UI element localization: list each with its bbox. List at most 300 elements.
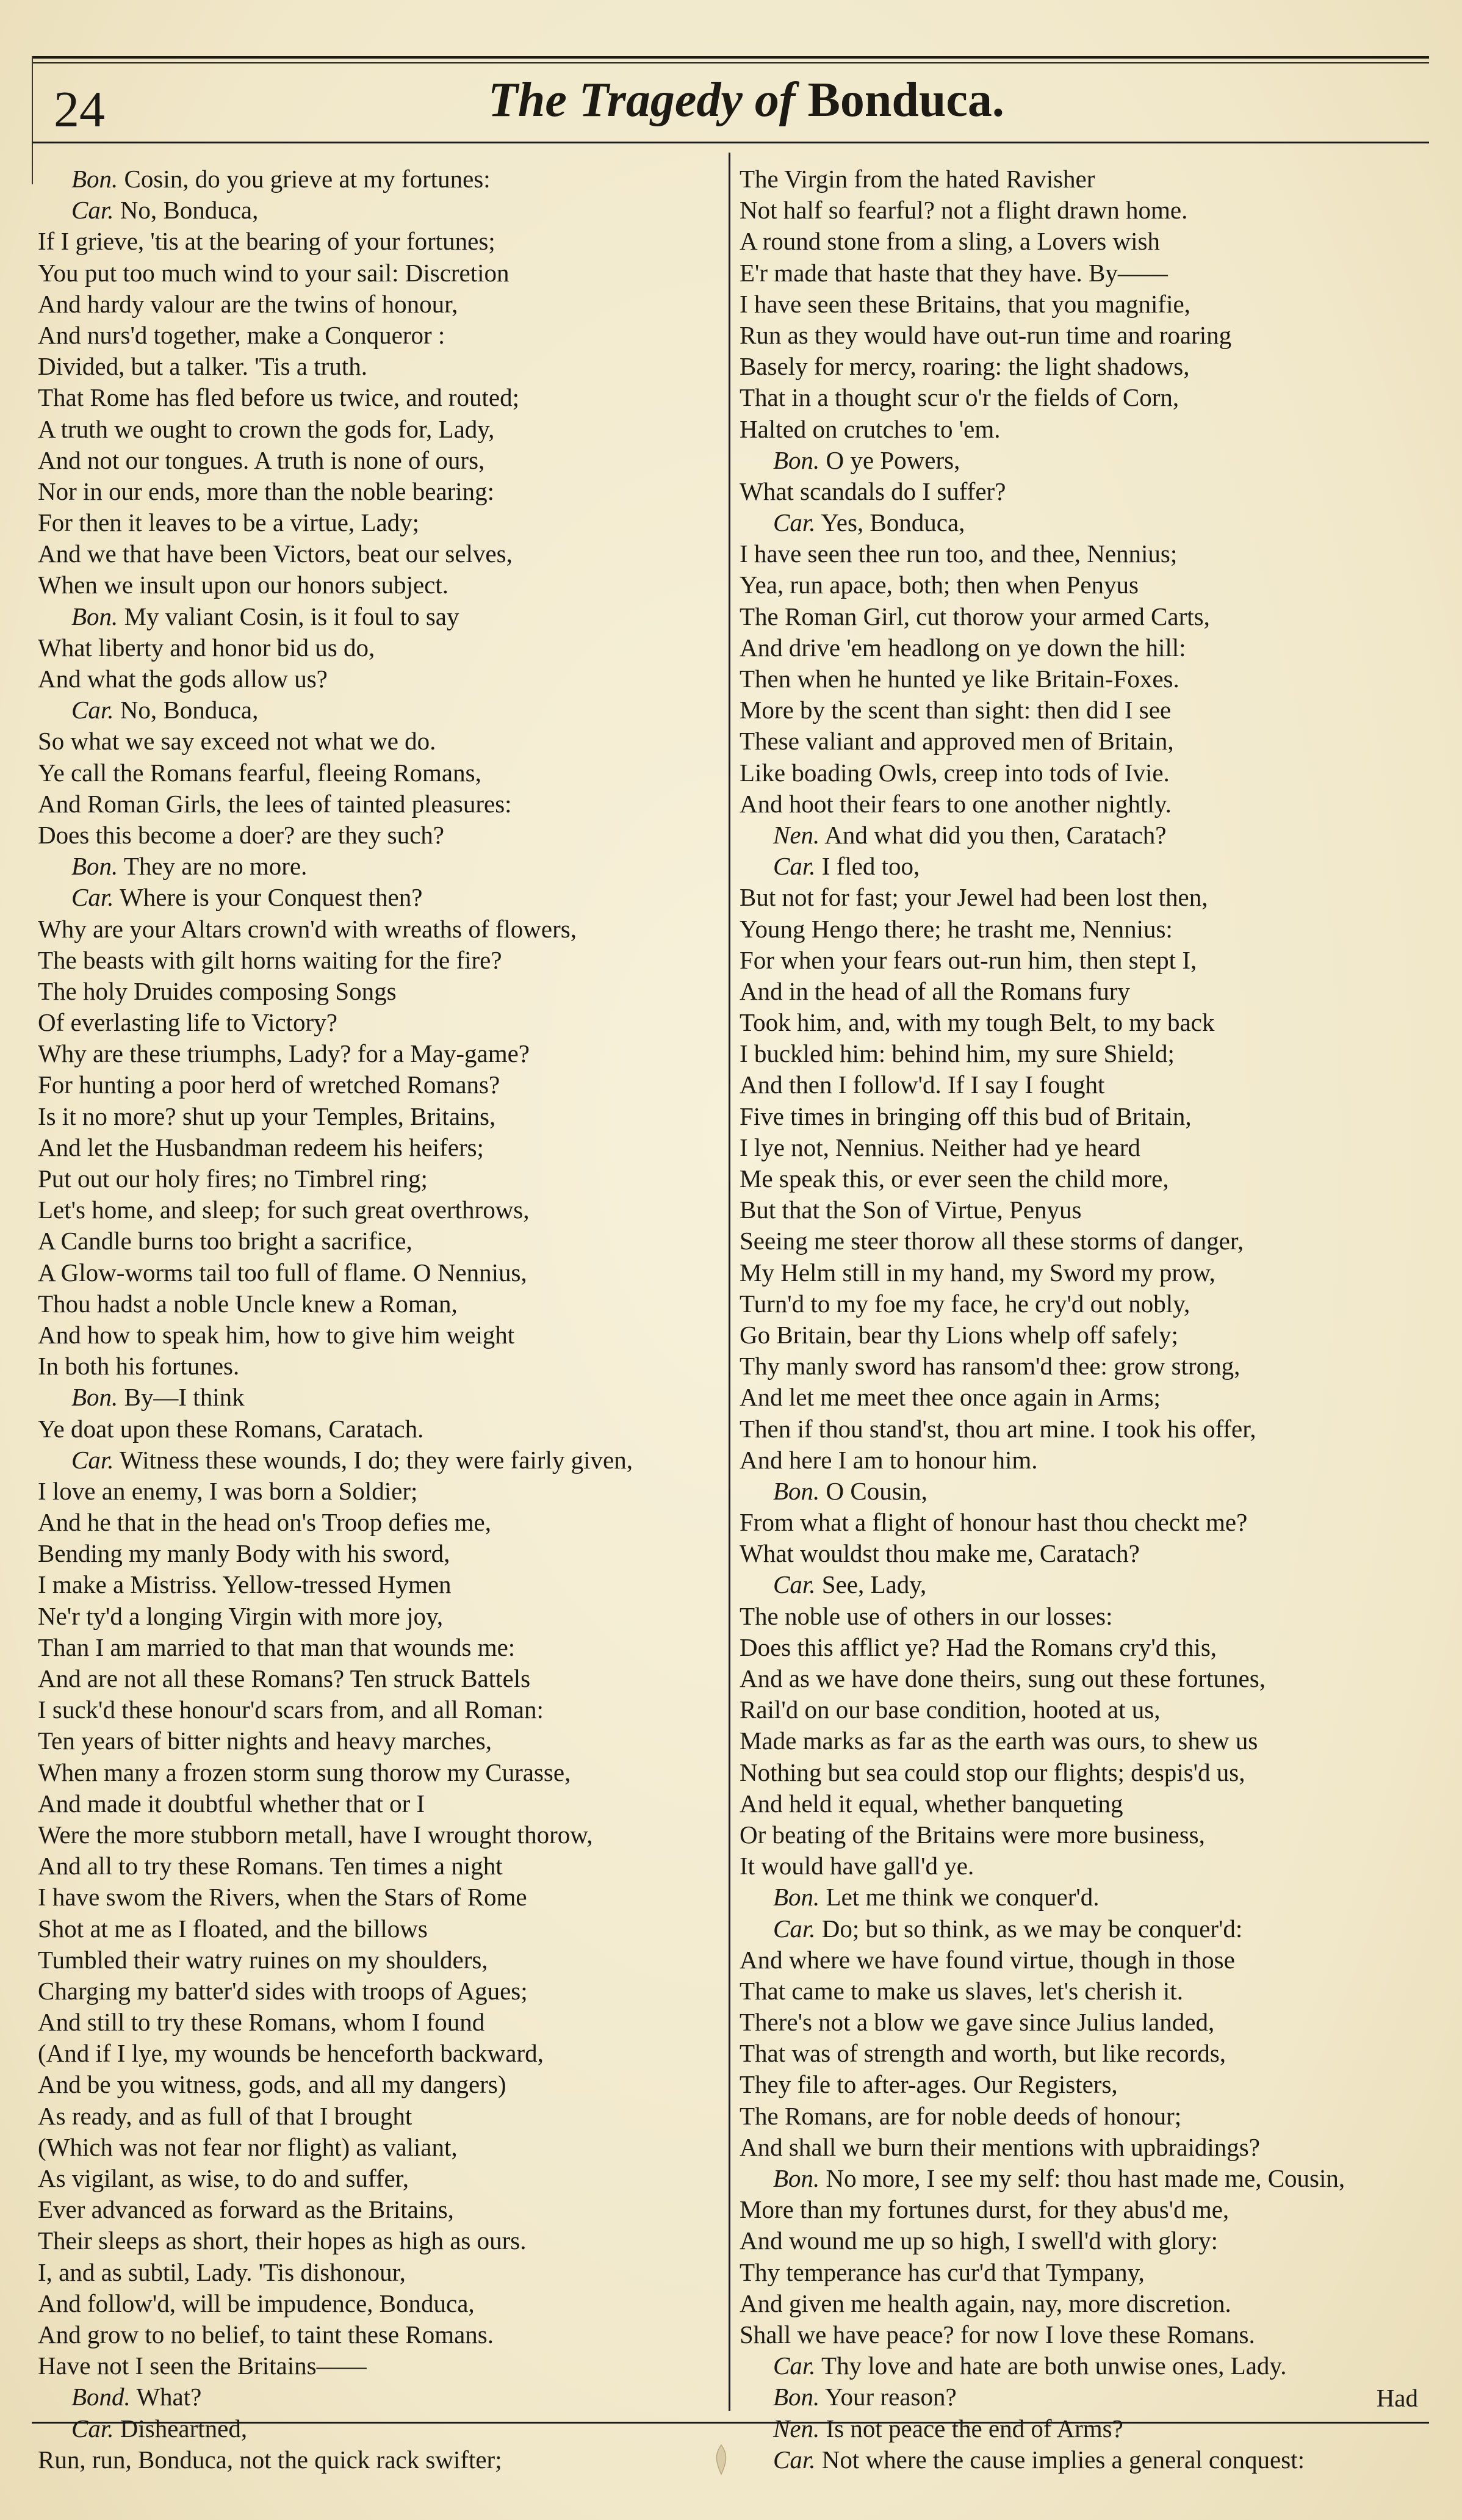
verse-line xyxy=(38,507,715,538)
line-text: And in the head of all the Romans fury xyxy=(740,977,1130,1005)
line-text: I love an enemy, I was born a Soldier; xyxy=(38,1476,418,1505)
line-text: That Rome has fled before us twice, and routed; xyxy=(38,383,519,412)
verse-line xyxy=(740,1819,1417,1850)
line-text: Their sleeps as short, their hopes as high as ours. xyxy=(38,2226,527,2255)
verse-line xyxy=(740,914,1417,945)
line-text: A truth we ought to crown the gods for, Lady, xyxy=(38,414,495,443)
running-head xyxy=(488,73,1342,127)
line-text: Me speak this, or ever seen the child more, xyxy=(740,1164,1169,1193)
line-text: The beasts with gilt horns waiting for the fire? xyxy=(38,945,502,974)
line-text: Turn'd to my foe my face, he cry'd out nobly, xyxy=(740,1289,1190,1318)
verse-line xyxy=(740,1476,1417,1507)
line-text: Is it no more? shut up your Temples, Britains, xyxy=(38,1102,496,1130)
verse-line xyxy=(38,538,715,569)
verse-line xyxy=(38,226,715,257)
line-text: Then when he hunted ye like Britain-Foxes. xyxy=(740,665,1179,693)
line-text: No more, I see my self: thou hast made me, Cousin, xyxy=(826,2164,1345,2192)
line-text: That came to make us slaves, let's cherish it. xyxy=(740,1976,1183,2005)
line-text: And he that in the head on's Troop defies me, xyxy=(38,1508,492,1537)
line-text: Thou hadst a noble Uncle knew a Roman, xyxy=(38,1289,458,1318)
speaker-prefix: Nen. xyxy=(773,2414,820,2442)
line-text: And not our tongues. A truth is none of ours, xyxy=(38,446,485,474)
verse-line xyxy=(740,695,1417,726)
line-text: Ever advanced as forward as the Britains, xyxy=(38,2195,454,2224)
line-text: I, and as subtil, Lady. 'Tis dishonour, xyxy=(38,2258,406,2286)
verse-line xyxy=(38,569,715,601)
line-text: I have seen these Britains, that you magnifie, xyxy=(740,289,1190,318)
verse-line xyxy=(740,1569,1417,1600)
line-text: Young Hengo there; he trasht me, Nennius: xyxy=(740,914,1173,943)
line-text: Is not peace the end of Arms? xyxy=(826,2414,1123,2442)
verse-line xyxy=(38,851,715,882)
verse-line xyxy=(740,789,1417,820)
verse-line xyxy=(740,1632,1417,1663)
verse-line xyxy=(740,2101,1417,2132)
verse-line xyxy=(740,1007,1417,1038)
verse-line xyxy=(740,882,1417,913)
verse-line xyxy=(740,2225,1417,2256)
verse-line xyxy=(740,1163,1417,1194)
line-text: More than my fortunes durst, for they abus'd me, xyxy=(740,2195,1230,2224)
line-text: You put too much wind to your sail: Discretion xyxy=(38,258,510,287)
verse-line xyxy=(740,569,1417,601)
verse-line xyxy=(38,1882,715,1913)
speaker-prefix: Car. xyxy=(773,2352,816,2380)
verse-line xyxy=(38,1694,715,1725)
line-text: And Roman Girls, the lees of tainted pleasures: xyxy=(38,789,512,818)
line-text: A Glow-worms tail too full of flame. O Nennius, xyxy=(38,1258,527,1287)
verse-line xyxy=(740,1351,1417,1382)
verse-line xyxy=(38,1476,715,1507)
verse-line xyxy=(38,914,715,945)
verse-line xyxy=(740,1038,1417,1069)
verse-line xyxy=(740,2350,1417,2381)
verse-line xyxy=(740,351,1417,382)
verse-line xyxy=(740,1788,1417,1819)
verse-line xyxy=(740,1507,1417,1538)
line-text: These valiant and approved men of Britain, xyxy=(740,727,1174,756)
line-text: No, Bonduca, xyxy=(120,696,259,724)
line-text: And let me meet thee once again in Arms; xyxy=(740,1383,1161,1412)
verse-line xyxy=(740,1226,1417,1257)
verse-line xyxy=(740,2413,1417,2444)
line-text: It would have gall'd ye. xyxy=(740,1852,974,1880)
verse-line xyxy=(740,2038,1417,2069)
verse-line xyxy=(38,945,715,976)
verse-line xyxy=(38,1226,715,1257)
line-text: They file to after-ages. Our Registers, xyxy=(740,2070,1118,2099)
line-text: Tumbled their watry ruines on my shoulders, xyxy=(38,1945,488,1974)
top-border-rule xyxy=(32,56,1429,59)
line-text: E'r made that haste that they have. By—— xyxy=(740,258,1168,287)
line-text: Shot at me as I floated, and the billows xyxy=(38,1914,428,1943)
line-text: Ne'r ty'd a longing Virgin with more joy, xyxy=(38,1601,444,1630)
line-text: If I grieve, 'tis at the bearing of your fortunes; xyxy=(38,227,495,256)
verse-line xyxy=(740,2288,1417,2319)
verse-line xyxy=(38,2350,715,2381)
line-text: Then if thou stand'st, thou art mine. I took his offer, xyxy=(740,1414,1256,1443)
verse-line xyxy=(740,1976,1417,2007)
line-text: And all to try these Romans. Ten times a night xyxy=(38,1852,503,1880)
line-text: My Helm still in my hand, my Sword my prow, xyxy=(740,1258,1215,1287)
verse-line xyxy=(38,1819,715,1850)
line-text: But not for fast; your Jewel had been lost then, xyxy=(740,883,1208,912)
speaker-prefix: Car. xyxy=(71,1445,114,1474)
verse-line xyxy=(38,1038,715,1069)
line-text: And hardy valour are the twins of honour, xyxy=(38,289,458,318)
speaker-prefix: Bon. xyxy=(773,2164,820,2192)
line-text: The Roman Girl, cut thorow your armed Carts, xyxy=(740,602,1210,630)
line-text: And are not all these Romans? Ten struck Battels xyxy=(38,1664,531,1692)
line-text: Were the more stubborn metall, have I wrought thorow, xyxy=(38,1820,593,1849)
line-text: Your reason? xyxy=(825,2383,957,2411)
verse-line xyxy=(740,195,1417,226)
line-text: Does this afflict ye? Had the Romans cry'd this, xyxy=(740,1633,1217,1661)
line-text: When many a frozen storm sung thorow my Curasse, xyxy=(38,1758,571,1786)
verse-line xyxy=(740,1194,1417,1226)
line-text: And shall we burn their mentions with upbraidings? xyxy=(740,2132,1260,2161)
verse-line xyxy=(38,789,715,820)
verse-line xyxy=(740,2069,1417,2100)
line-text: Thy love and hate are both unwise ones, Lady. xyxy=(821,2352,1287,2380)
line-text: Like boading Owls, creep into tods of Ivie. xyxy=(740,758,1170,787)
verse-line xyxy=(38,1320,715,1351)
line-text: Run as they would have out-run time and roaring xyxy=(740,320,1232,349)
line-text: And then I follow'd. If I say I fought xyxy=(740,1070,1105,1099)
line-text: Basely for mercy, roaring: the light shadows, xyxy=(740,352,1190,381)
verse-line xyxy=(38,1569,715,1600)
line-text: I have swom the Rivers, when the Stars of Rome xyxy=(38,1883,527,1912)
verse-line xyxy=(740,2444,1417,2475)
verse-line xyxy=(38,601,715,632)
verse-line xyxy=(38,2163,715,2194)
line-text: Of everlasting life to Victory? xyxy=(38,1008,337,1037)
line-text: And be you witness, gods, and all my dangers) xyxy=(38,2070,506,2099)
line-text: Cosin, do you grieve at my fortunes: xyxy=(124,165,491,193)
speaker-prefix: Car. xyxy=(773,852,816,881)
line-text: What wouldst thou make me, Caratach? xyxy=(740,1539,1140,1568)
line-text: Yes, Bonduca, xyxy=(821,508,965,537)
line-text: I suck'd these honour'd scars from, and all Roman: xyxy=(38,1695,544,1724)
bottom-border-rule xyxy=(32,2422,1429,2424)
line-text: And let the Husbandman redeem his heifers; xyxy=(38,1133,484,1161)
line-text: And what did you then, Caratach? xyxy=(824,820,1167,849)
verse-line xyxy=(740,414,1417,445)
line-text: Charging my batter'd sides with troops of Agues; xyxy=(38,1976,528,2005)
verse-line xyxy=(38,632,715,663)
verse-line xyxy=(38,164,715,195)
line-text: Five times in bringing off this bud of Britain, xyxy=(740,1102,1192,1130)
line-text: Let me think we conquer'd. xyxy=(826,1883,1100,1912)
line-text: Go Britain, bear thy Lions whelp off safely; xyxy=(740,1320,1178,1349)
verse-line xyxy=(38,1663,715,1694)
verse-line xyxy=(740,851,1417,882)
speaker-prefix: Car. xyxy=(71,883,114,912)
verse-line xyxy=(38,663,715,695)
line-text: Divided, but a talker. 'Tis a truth. xyxy=(38,352,367,381)
line-text: And follow'd, will be impudence, Bonduca, xyxy=(38,2289,475,2317)
verse-line xyxy=(38,2194,715,2225)
line-text: Yea, run apace, both; then when Penyus xyxy=(740,571,1139,599)
verse-line xyxy=(740,382,1417,413)
line-text: And where we have found virtue, though in those xyxy=(740,1945,1235,1974)
column-divider xyxy=(729,153,730,2411)
left-border-rule xyxy=(32,56,33,184)
speaker-prefix: Car. xyxy=(71,2414,114,2442)
verse-line xyxy=(38,757,715,789)
verse-line xyxy=(38,476,715,507)
verse-line xyxy=(740,1320,1417,1351)
verse-line xyxy=(740,289,1417,320)
verse-line xyxy=(38,2319,715,2350)
verse-line xyxy=(740,1694,1417,1725)
verse-line xyxy=(38,351,715,382)
line-text: And grow to no belief, to taint these Romans. xyxy=(38,2320,494,2349)
line-text: Halted on crutches to 'em. xyxy=(740,414,1001,443)
line-text: See, Lady, xyxy=(821,1570,927,1599)
line-text: Ye call the Romans fearful, fleeing Romans, xyxy=(38,758,481,787)
speaker-prefix: Bon. xyxy=(773,2383,820,2411)
verse-line xyxy=(740,1757,1417,1788)
line-text: I fled too, xyxy=(821,852,920,881)
line-text: Why are your Altars crown'd with wreaths of flowers, xyxy=(38,914,577,943)
verse-line xyxy=(740,445,1417,476)
line-text: Bending my manly Body with his sword, xyxy=(38,1539,450,1568)
line-text: O ye Powers, xyxy=(826,446,960,474)
verse-line xyxy=(38,1069,715,1100)
line-text: I lye not, Nennius. Neither had ye heard xyxy=(740,1133,1140,1161)
speaker-prefix: Bon. xyxy=(71,852,118,881)
line-text: For then it leaves to be a virtue, Lady; xyxy=(38,508,420,537)
line-text: Witness these wounds, I do; they were fairly given, xyxy=(120,1445,633,1474)
line-text: Seeing me steer thorow all these storms of danger, xyxy=(740,1227,1244,1255)
verse-line xyxy=(38,1913,715,1944)
line-text: Let's home, and sleep; for such great overthrows, xyxy=(38,1196,530,1224)
line-text: And hoot their fears to one another nightly. xyxy=(740,789,1172,818)
line-text: That in a thought scur o'r the fields of Corn, xyxy=(740,383,1179,412)
line-text: Do; but so think, as we may be conquer'd: xyxy=(821,1914,1243,1943)
verse-line xyxy=(38,2101,715,2132)
verse-line xyxy=(38,1413,715,1445)
verse-line xyxy=(38,1538,715,1569)
verse-line xyxy=(38,2257,715,2288)
line-text: But that the Son of Virtue, Penyus xyxy=(740,1196,1082,1224)
verse-line xyxy=(740,258,1417,289)
line-text: There's not a blow we gave since Julius landed, xyxy=(740,2008,1215,2037)
verse-line xyxy=(38,382,715,413)
line-text: A round stone from a sling, a Lovers wish xyxy=(740,227,1160,256)
verse-line xyxy=(38,2225,715,2256)
verse-line xyxy=(740,1663,1417,1694)
verse-line xyxy=(740,1601,1417,1632)
verse-line xyxy=(38,726,715,757)
verse-line xyxy=(740,1445,1417,1476)
verse-line xyxy=(740,226,1417,257)
verse-line xyxy=(740,945,1417,976)
line-text: And how to speak him, how to give him weight xyxy=(38,1320,515,1349)
verse-line xyxy=(38,820,715,851)
verse-line xyxy=(38,414,715,445)
verse-line xyxy=(740,1538,1417,1569)
line-text: In both his fortunes. xyxy=(38,1352,240,1381)
verse-line xyxy=(740,164,1417,195)
line-text: And what the gods allow us? xyxy=(38,665,328,693)
verse-line xyxy=(38,258,715,289)
verse-line xyxy=(740,2194,1417,2225)
line-text: Not half so fearful? not a flight drawn home. xyxy=(740,196,1188,225)
verse-line xyxy=(38,1850,715,1882)
verse-line xyxy=(38,1007,715,1038)
verse-line xyxy=(740,2007,1417,2038)
line-text: A Candle burns too bright a sacrifice, xyxy=(38,1227,412,1255)
verse-line xyxy=(38,1288,715,1320)
line-text: Run, run, Bonduca, not the quick rack swifter; xyxy=(38,2445,502,2474)
line-text: Disheartned, xyxy=(120,2414,248,2442)
line-text: I buckled him: behind him, my sure Shield; xyxy=(740,1039,1175,1068)
verse-line xyxy=(740,1069,1417,1100)
verse-line xyxy=(740,2381,1417,2413)
header-rule xyxy=(32,142,1429,143)
verse-line xyxy=(38,1507,715,1538)
verse-line xyxy=(38,1101,715,1132)
line-text: O Cousin, xyxy=(826,1476,927,1505)
speaker-prefix: Car. xyxy=(773,508,816,537)
verse-line xyxy=(740,757,1417,789)
line-text: And nurs'd together, make a Conqueror : xyxy=(38,320,445,349)
line-text: Rail'd on our base condition, hooted at us, xyxy=(740,1695,1161,1724)
line-text: Thy manly sword has ransom'd thee: grow strong, xyxy=(740,1352,1241,1381)
line-text: And still to try these Romans, whom I found xyxy=(38,2008,485,2037)
line-text: And we that have been Victors, beat our selves, xyxy=(38,540,513,568)
speaker-prefix: Bon. xyxy=(71,1383,118,1412)
line-text: (Which was not fear nor flight) as valiant, xyxy=(38,2132,458,2161)
line-text: The noble use of others in our losses: xyxy=(740,1601,1113,1630)
verse-line xyxy=(740,1850,1417,1882)
speaker-prefix: Bon. xyxy=(71,602,118,630)
verse-line xyxy=(740,1101,1417,1132)
line-text: For hunting a poor herd of wretched Romans? xyxy=(38,1070,500,1099)
verse-line xyxy=(38,976,715,1007)
verse-line xyxy=(38,1132,715,1163)
line-text: And drive 'em headlong on ye down the hill: xyxy=(740,633,1186,662)
line-text: And here I am to honour him. xyxy=(740,1445,1038,1474)
line-text: The holy Druides composing Songs xyxy=(38,977,397,1005)
verse-line xyxy=(740,320,1417,351)
verse-line xyxy=(740,1413,1417,1445)
line-text: And made it doubtful whether that or I xyxy=(38,1789,425,1818)
line-text: Not where the cause implies a general conquest: xyxy=(821,2445,1305,2474)
verse-line xyxy=(740,1913,1417,1944)
line-text: And wound me up so high, I swell'd with glory: xyxy=(740,2226,1219,2255)
line-text: The Romans, are for noble deeds of honour; xyxy=(740,2101,1182,2130)
page-number: 24 xyxy=(54,81,105,138)
verse-line xyxy=(740,476,1417,507)
right-text-column xyxy=(740,164,1417,2475)
verse-line xyxy=(38,2288,715,2319)
left-text-column xyxy=(38,164,715,2475)
verse-line xyxy=(38,2381,715,2413)
line-text: I make a Mistriss. Yellow-tressed Hymen xyxy=(38,1570,452,1599)
line-text: Or beating of the Britains were more business, xyxy=(740,1820,1205,1849)
verse-line xyxy=(38,2038,715,2069)
line-text: And given me health again, nay, more discretion. xyxy=(740,2289,1231,2317)
line-text: No, Bonduca, xyxy=(120,196,259,225)
line-text: Thy temperance has cur'd that Tympany, xyxy=(740,2258,1145,2286)
verse-line xyxy=(38,1788,715,1819)
line-text: Ten years of bitter nights and heavy marches, xyxy=(38,1727,492,1755)
verse-line xyxy=(38,320,715,351)
line-text: Does this become a doer? are they such? xyxy=(38,820,444,849)
line-text: Put out our holy fires; no Timbrel ring; xyxy=(38,1164,428,1193)
line-text: And held it equal, whether banqueting xyxy=(740,1789,1123,1818)
verse-line xyxy=(740,2257,1417,2288)
verse-line xyxy=(740,1382,1417,1413)
line-text: As ready, and as full of that I brought xyxy=(38,2101,412,2130)
line-text: When we insult upon our honors subject. xyxy=(38,571,448,599)
verse-line xyxy=(740,726,1417,757)
line-text: (And if I lye, my wounds be henceforth backward, xyxy=(38,2039,544,2068)
line-text: They are no more. xyxy=(123,852,308,881)
verse-line xyxy=(38,882,715,913)
verse-line xyxy=(740,663,1417,695)
verse-line xyxy=(38,1351,715,1382)
line-text: Shall we have peace? for now I love these Romans. xyxy=(740,2320,1255,2349)
verse-line xyxy=(740,1725,1417,1756)
line-text: The Virgin from the hated Ravisher xyxy=(740,165,1095,193)
line-text: By—I think xyxy=(124,1383,245,1412)
running-head-play-name: Bonduca. xyxy=(807,73,1004,127)
line-text: As vigilant, as wise, to do and suffer, xyxy=(38,2164,409,2192)
line-text: And as we have done theirs, sung out these fortunes, xyxy=(740,1664,1266,1692)
verse-line xyxy=(38,2007,715,2038)
verse-line xyxy=(740,538,1417,569)
verse-line xyxy=(38,1757,715,1788)
line-text: Made marks as far as the earth was ours, to shew us xyxy=(740,1727,1258,1755)
verse-line xyxy=(38,1163,715,1194)
verse-line xyxy=(740,2163,1417,2194)
line-text: Ye doat upon these Romans, Caratach. xyxy=(38,1414,424,1443)
verse-line xyxy=(740,1257,1417,1288)
speaker-prefix: Bon. xyxy=(773,1476,820,1505)
line-text: So what we say exceed not what we do. xyxy=(38,727,436,756)
running-head-title: The Tragedy of xyxy=(488,73,796,127)
verse-line xyxy=(38,445,715,476)
line-text: My valiant Cosin, is it foul to say xyxy=(124,602,459,630)
verse-line xyxy=(740,2132,1417,2163)
verse-line xyxy=(38,1257,715,1288)
line-text: More by the scent than sight: then did I see xyxy=(740,696,1172,724)
line-text: Nothing but sea could stop our flights; despis'd us, xyxy=(740,1758,1245,1786)
verse-line xyxy=(38,1976,715,2007)
line-text: Took him, and, with my tough Belt, to my back xyxy=(740,1008,1215,1037)
speaker-prefix: Car. xyxy=(773,1570,816,1599)
verse-line xyxy=(38,1194,715,1226)
verse-line xyxy=(38,695,715,726)
verse-line xyxy=(38,2413,715,2444)
line-text: I have seen thee run too, and thee, Nennius; xyxy=(740,540,1178,568)
line-text: Where is your Conquest then? xyxy=(120,883,423,912)
verse-line xyxy=(38,2444,715,2475)
line-text: Nor in our ends, more than the noble bearing: xyxy=(38,477,495,505)
verse-line xyxy=(38,1382,715,1413)
verse-line xyxy=(740,601,1417,632)
verse-line xyxy=(38,2069,715,2100)
verse-line xyxy=(740,1944,1417,1976)
verse-line xyxy=(38,1944,715,1976)
line-text: What scandals do I suffer? xyxy=(740,477,1006,505)
speaker-prefix: Bon. xyxy=(773,446,820,474)
verse-line xyxy=(740,1288,1417,1320)
